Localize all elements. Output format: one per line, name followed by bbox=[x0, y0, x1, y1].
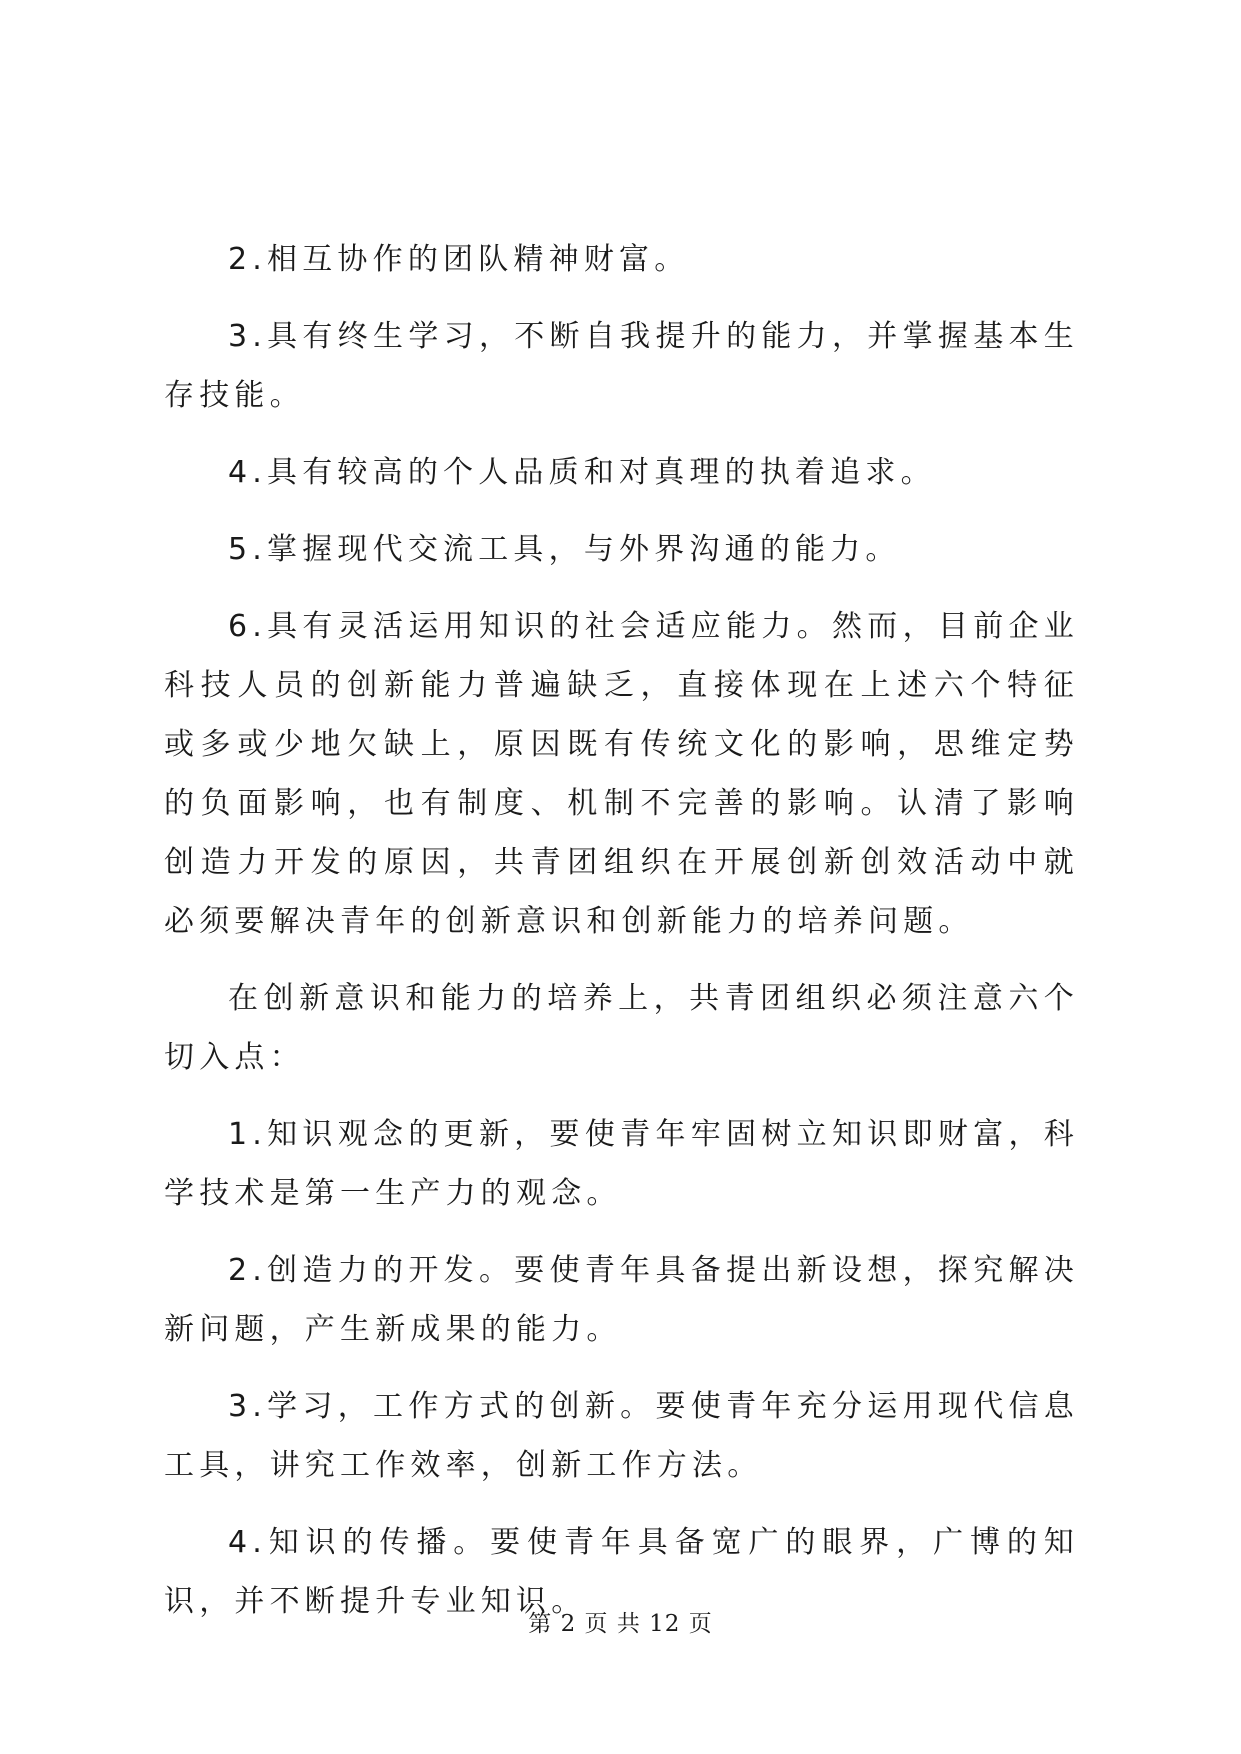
paragraph: 4.具有较高的个人品质和对真理的执着追求。 bbox=[228, 455, 936, 490]
paragraph: 2.相互协作的团队精神财富。 bbox=[228, 242, 690, 277]
paragraph: 在创新意识和能力的培养上，共青团组织必须注意六个切入点： bbox=[164, 981, 1079, 1075]
paragraph: 1.知识观念的更新，要使青年牢固树立知识即财富，科学技术是第一生产力的观念。 bbox=[164, 1117, 1079, 1211]
paragraph: 3.具有终生学习，不断自我提升的能力，并掌握基本生存技能。 bbox=[164, 319, 1079, 413]
paragraph: 3.学习，工作方式的创新。要使青年充分运用现代信息工具，讲究工作效率，创新工作方法。 bbox=[164, 1389, 1079, 1483]
paragraph: 6.具有灵活运用知识的社会适应能力。然而，目前企业科技人员的创新能力普遍缺乏，直接体现在上述六个特征或多或少地欠缺上，原因既有传统文化的影响，思维定势的负面影响，也有制度、机制不完善的影响。认清了影响创造力开发的原因，共青团组织在开展创新创效活动中就必须要解决青年的创新意识和创新能力的培养问题。 bbox=[164, 609, 1079, 939]
document-body bbox=[164, 230, 1079, 1649]
paragraph: 2.创造力的开发。要使青年具备提出新设想，探究解决新问题，产生新成果的能力。 bbox=[164, 1253, 1079, 1347]
paragraph: 4.知识的传播。要使青年具备宽广的眼界，广博的知识，并不断提升专业知识。 bbox=[164, 1525, 1079, 1619]
paragraph: 5.掌握现代交流工具，与外界沟通的能力。 bbox=[228, 532, 901, 567]
page-number-footer: 第 2 页 共 12 页 bbox=[528, 1611, 713, 1637]
